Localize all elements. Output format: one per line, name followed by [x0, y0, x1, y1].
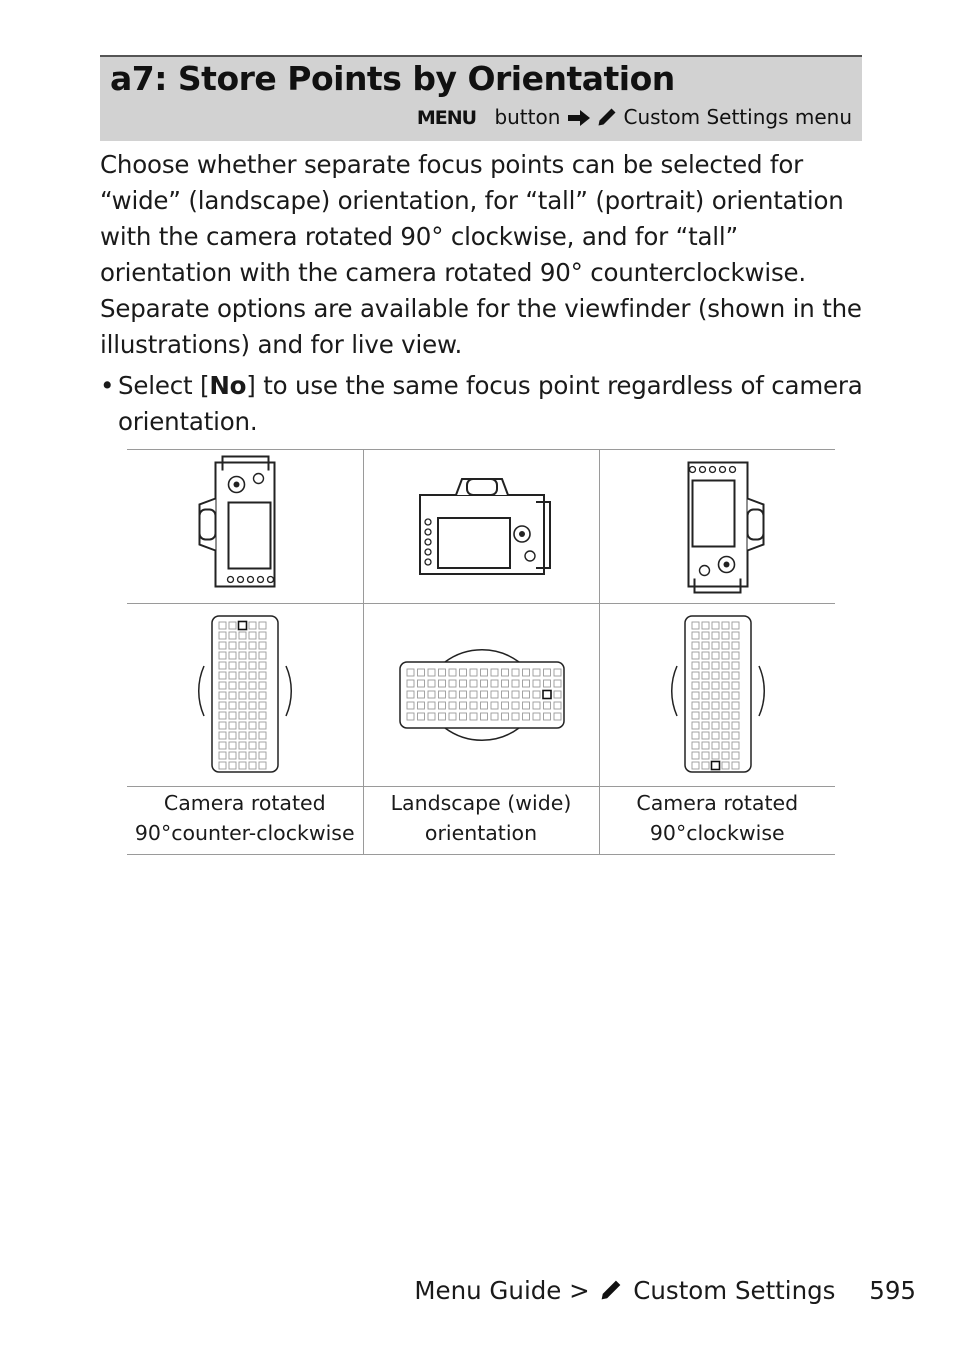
- bullet-text-post: ] to use the same focus point regardless of camera orientation.: [118, 371, 863, 436]
- focus-point: [692, 652, 699, 659]
- focus-point: [407, 669, 414, 676]
- focus-point: [259, 752, 266, 759]
- focus-point: [722, 672, 729, 679]
- caption-cw-line2: 90°clockwise: [649, 821, 785, 845]
- focus-point: [219, 702, 226, 709]
- focus-point: [702, 722, 709, 729]
- menu-path-menu-text: Custom Settings menu: [623, 105, 852, 129]
- focus-point: [712, 682, 719, 689]
- focus-point: [712, 662, 719, 669]
- camera-landscape-cell: [363, 450, 599, 604]
- focus-point: [249, 692, 256, 699]
- focus-point: [249, 672, 256, 679]
- selected-focus-point: [239, 622, 247, 630]
- focus-point: [239, 742, 246, 749]
- focus-point: [554, 713, 561, 720]
- focus-point: [512, 713, 519, 720]
- focus-point: [702, 702, 709, 709]
- footer-section: Custom Settings: [633, 1276, 836, 1305]
- orientation-table: [127, 449, 835, 855]
- focus-point: [722, 642, 729, 649]
- focus-point: [229, 752, 236, 759]
- focus-point: [722, 622, 729, 629]
- focus-point: [722, 662, 729, 669]
- focus-point: [501, 691, 508, 698]
- focus-point: [239, 762, 246, 769]
- focus-point: [522, 669, 529, 676]
- header-bar: [100, 55, 862, 141]
- focus-point: [259, 632, 266, 639]
- focus-point: [722, 732, 729, 739]
- focus-point: [229, 642, 236, 649]
- focus-point: [249, 632, 256, 639]
- focus-point: [219, 622, 226, 629]
- focus-point: [732, 632, 739, 639]
- focus-point: [259, 682, 266, 689]
- focus-point: [449, 713, 456, 720]
- focus-point: [692, 662, 699, 669]
- focus-point: [249, 752, 256, 759]
- caption-row: [127, 787, 835, 855]
- bullet-option-no: No: [209, 371, 247, 400]
- focus-point: [239, 722, 246, 729]
- focus-points-landscape-illustration: [364, 604, 600, 782]
- focus-point: [229, 672, 236, 679]
- footer-section-prefix: Menu Guide >: [414, 1276, 590, 1305]
- focus-point: [259, 702, 266, 709]
- focus-point: [522, 691, 529, 698]
- focus-point: [239, 692, 246, 699]
- focus-point: [522, 702, 529, 709]
- focus-point: [692, 692, 699, 699]
- focus-point: [459, 680, 466, 687]
- focus-point: [229, 702, 236, 709]
- focus-point: [692, 642, 699, 649]
- focus-point: [702, 662, 709, 669]
- bullet-text: [100, 368, 865, 440]
- focus-point: [732, 642, 739, 649]
- focus-point: [732, 742, 739, 749]
- focus-point: [501, 713, 508, 720]
- focus-point: [692, 732, 699, 739]
- focus-point: [428, 669, 435, 676]
- focus-point: [533, 680, 540, 687]
- focus-point: [470, 713, 477, 720]
- focus-point: [722, 752, 729, 759]
- focus-point: [229, 712, 236, 719]
- focus-point: [702, 652, 709, 659]
- focus-point: [501, 680, 508, 687]
- focus-point: [722, 692, 729, 699]
- page-title: a7: Store Points by Orientation: [110, 59, 675, 98]
- focus-point: [219, 652, 226, 659]
- focus-point: [702, 692, 709, 699]
- focus-point: [692, 622, 699, 629]
- focus-point: [219, 682, 226, 689]
- focus-point: [554, 680, 561, 687]
- focus-point: [722, 762, 729, 769]
- focus-point: [692, 682, 699, 689]
- focus-point: [554, 691, 561, 698]
- focus-point: [249, 742, 256, 749]
- focus-point: [459, 691, 466, 698]
- intro-paragraph: Choose whether separate focus points can be selected for “wide” (landscape) orientation, for “tall” (portrait) orientation with the camera rotated 90° clockwise, and for “tall” orientation with the camera rotated 90° counterclockwise. Separate options are available for the viewfinder (shown in the illustrations) and for live view.: [100, 150, 862, 359]
- focus-point: [480, 669, 487, 676]
- caption-ccw-line1: Camera rotated: [163, 791, 326, 815]
- camera-rotated-ccw-illustration: [127, 450, 363, 599]
- focus-point: [239, 732, 246, 739]
- caption-landscape-line2: orientation: [424, 821, 538, 845]
- focus-point: [491, 713, 498, 720]
- focus-point: [692, 722, 699, 729]
- focus-point: [533, 669, 540, 676]
- focus-point: [722, 712, 729, 719]
- focus-point: [712, 752, 719, 759]
- focus-point: [449, 691, 456, 698]
- focus-point: [249, 622, 256, 629]
- bullet-dot: •: [100, 371, 115, 400]
- focus-point: [512, 680, 519, 687]
- focus-point: [480, 702, 487, 709]
- focus-point: [219, 632, 226, 639]
- focus-point: [712, 742, 719, 749]
- focus-point: [219, 692, 226, 699]
- caption-landscape: [363, 787, 599, 855]
- focus-point: [239, 652, 246, 659]
- focus-point: [229, 692, 236, 699]
- focus-point: [470, 691, 477, 698]
- menu-button-icon: MENU: [416, 107, 477, 129]
- focus-point: [522, 713, 529, 720]
- focus-point: [554, 669, 561, 676]
- focus-point: [229, 732, 236, 739]
- focus-point: [480, 713, 487, 720]
- focus-point: [229, 722, 236, 729]
- focus-point: [259, 672, 266, 679]
- focus-point: [692, 762, 699, 769]
- focus-point: [722, 652, 729, 659]
- focus-point: [480, 680, 487, 687]
- focus-point: [229, 682, 236, 689]
- focus-point: [732, 692, 739, 699]
- focus-point: [702, 762, 709, 769]
- focus-point: [259, 662, 266, 669]
- focus-point: [501, 702, 508, 709]
- focus-point: [438, 702, 445, 709]
- focus-point: [692, 672, 699, 679]
- focus-point: [229, 632, 236, 639]
- focus-point: [249, 642, 256, 649]
- focus-point: [219, 762, 226, 769]
- camera-landscape-illustration: [364, 450, 600, 599]
- focus-point: [692, 742, 699, 749]
- caption-cw-line1: Camera rotated: [636, 791, 799, 815]
- focus-point: [732, 752, 739, 759]
- focus-point: [702, 672, 709, 679]
- pencil-icon: [600, 1279, 622, 1301]
- af-landscape-cell: [363, 604, 599, 787]
- focus-point: [512, 702, 519, 709]
- bullet-item: [100, 368, 865, 440]
- focus-point: [259, 722, 266, 729]
- focus-point: [543, 669, 550, 676]
- focus-point: [702, 742, 709, 749]
- focus-point: [407, 680, 414, 687]
- focus-point: [249, 722, 256, 729]
- focus-point: [732, 732, 739, 739]
- focus-point: [259, 762, 266, 769]
- focus-point: [512, 691, 519, 698]
- focus-point: [239, 682, 246, 689]
- focus-point: [712, 722, 719, 729]
- focus-point: [732, 652, 739, 659]
- focus-point: [428, 713, 435, 720]
- focus-point: [259, 692, 266, 699]
- focus-point: [229, 662, 236, 669]
- focus-point: [491, 691, 498, 698]
- focus-point: [428, 702, 435, 709]
- focus-point: [219, 662, 226, 669]
- focus-point: [712, 712, 719, 719]
- focus-point: [249, 662, 256, 669]
- focus-point: [491, 669, 498, 676]
- focus-point: [470, 669, 477, 676]
- focus-point: [702, 732, 709, 739]
- caption-ccw: [127, 787, 363, 855]
- focus-point: [692, 752, 699, 759]
- menu-path: [417, 105, 852, 129]
- focus-point: [417, 713, 424, 720]
- focus-point: [732, 762, 739, 769]
- focus-point: [702, 642, 709, 649]
- focus-point: [219, 722, 226, 729]
- focus-point: [459, 669, 466, 676]
- focus-point: [712, 702, 719, 709]
- focus-point: [259, 712, 266, 719]
- page-number: 595: [869, 1276, 916, 1305]
- focus-point: [239, 752, 246, 759]
- camera-ccw-cell: [127, 450, 363, 604]
- focus-point: [259, 732, 266, 739]
- focus-point: [702, 712, 709, 719]
- focus-point: [702, 752, 709, 759]
- focus-point: [229, 742, 236, 749]
- focus-point: [219, 672, 226, 679]
- focus-point: [417, 669, 424, 676]
- focus-point: [229, 622, 236, 629]
- focus-point: [470, 680, 477, 687]
- focus-point: [239, 712, 246, 719]
- focus-point: [732, 622, 739, 629]
- focus-point: [732, 722, 739, 729]
- focus-point: [249, 762, 256, 769]
- focus-point: [692, 702, 699, 709]
- focus-points-ccw-illustration: [127, 604, 363, 782]
- focus-point: [692, 712, 699, 719]
- caption-cw: [599, 787, 835, 855]
- focus-point: [543, 702, 550, 709]
- focus-point: [449, 680, 456, 687]
- focus-point: [438, 713, 445, 720]
- focus-point: [732, 702, 739, 709]
- focus-point: [722, 632, 729, 639]
- focus-point: [219, 642, 226, 649]
- focus-point: [417, 691, 424, 698]
- pencil-icon: [597, 107, 617, 127]
- focus-point: [219, 712, 226, 719]
- focus-point: [533, 702, 540, 709]
- focus-point: [722, 742, 729, 749]
- focus-point: [543, 680, 550, 687]
- focus-point: [449, 702, 456, 709]
- right-arrow-icon: [567, 109, 591, 127]
- focus-point: [249, 732, 256, 739]
- caption-ccw-line2: 90°counter-clockwise: [134, 821, 355, 845]
- focus-point: [229, 762, 236, 769]
- focus-point: [722, 722, 729, 729]
- caption-landscape-line1: Landscape (wide): [390, 791, 572, 815]
- focus-point: [732, 672, 739, 679]
- focus-point: [229, 652, 236, 659]
- focus-point: [259, 622, 266, 629]
- focus-point: [428, 691, 435, 698]
- focus-point: [259, 642, 266, 649]
- focus-point: [702, 632, 709, 639]
- focus-point: [417, 680, 424, 687]
- focus-point: [449, 669, 456, 676]
- focus-point: [407, 691, 414, 698]
- focus-point: [239, 642, 246, 649]
- focus-point: [512, 669, 519, 676]
- focus-point: [438, 669, 445, 676]
- focus-point: [712, 642, 719, 649]
- af-cw-cell: [599, 604, 835, 787]
- focus-point: [712, 652, 719, 659]
- focus-point: [249, 682, 256, 689]
- focus-point: [459, 702, 466, 709]
- focus-point: [712, 672, 719, 679]
- focus-point-row: [127, 604, 835, 787]
- focus-point: [239, 672, 246, 679]
- focus-point: [407, 713, 414, 720]
- focus-point: [438, 680, 445, 687]
- focus-point: [491, 702, 498, 709]
- focus-point: [428, 680, 435, 687]
- focus-points-cw-illustration: [600, 604, 836, 782]
- focus-point: [259, 742, 266, 749]
- focus-point: [259, 652, 266, 659]
- focus-point: [249, 712, 256, 719]
- focus-point: [501, 669, 508, 676]
- focus-point: [712, 632, 719, 639]
- focus-point: [712, 622, 719, 629]
- focus-point: [407, 702, 414, 709]
- footer: [414, 1276, 916, 1305]
- focus-point: [219, 742, 226, 749]
- focus-point: [702, 622, 709, 629]
- focus-point: [438, 691, 445, 698]
- focus-point: [417, 702, 424, 709]
- focus-point: [732, 682, 739, 689]
- focus-point: [533, 713, 540, 720]
- focus-point: [554, 702, 561, 709]
- focus-point: [459, 713, 466, 720]
- focus-point: [702, 682, 709, 689]
- focus-point: [480, 691, 487, 698]
- focus-point: [722, 682, 729, 689]
- focus-point: [522, 680, 529, 687]
- selected-focus-point: [711, 762, 719, 770]
- camera-rotated-cw-illustration: [600, 450, 836, 599]
- bullet-text-pre: Select [: [118, 371, 210, 400]
- focus-point: [219, 732, 226, 739]
- focus-point: [219, 752, 226, 759]
- focus-point: [239, 702, 246, 709]
- focus-point: [491, 680, 498, 687]
- focus-point: [732, 712, 739, 719]
- menu-path-button-text: button: [494, 105, 561, 129]
- focus-point: [722, 702, 729, 709]
- focus-point: [533, 691, 540, 698]
- focus-point: [470, 702, 477, 709]
- camera-cw-cell: [599, 450, 835, 604]
- focus-point: [732, 662, 739, 669]
- focus-point: [712, 732, 719, 739]
- focus-point: [239, 662, 246, 669]
- selected-focus-point: [543, 691, 551, 699]
- af-ccw-cell: [127, 604, 363, 787]
- focus-point: [692, 632, 699, 639]
- focus-point: [249, 702, 256, 709]
- focus-point: [712, 692, 719, 699]
- camera-illustration-row: [127, 450, 835, 604]
- focus-point: [239, 632, 246, 639]
- focus-point: [249, 652, 256, 659]
- focus-point: [543, 713, 550, 720]
